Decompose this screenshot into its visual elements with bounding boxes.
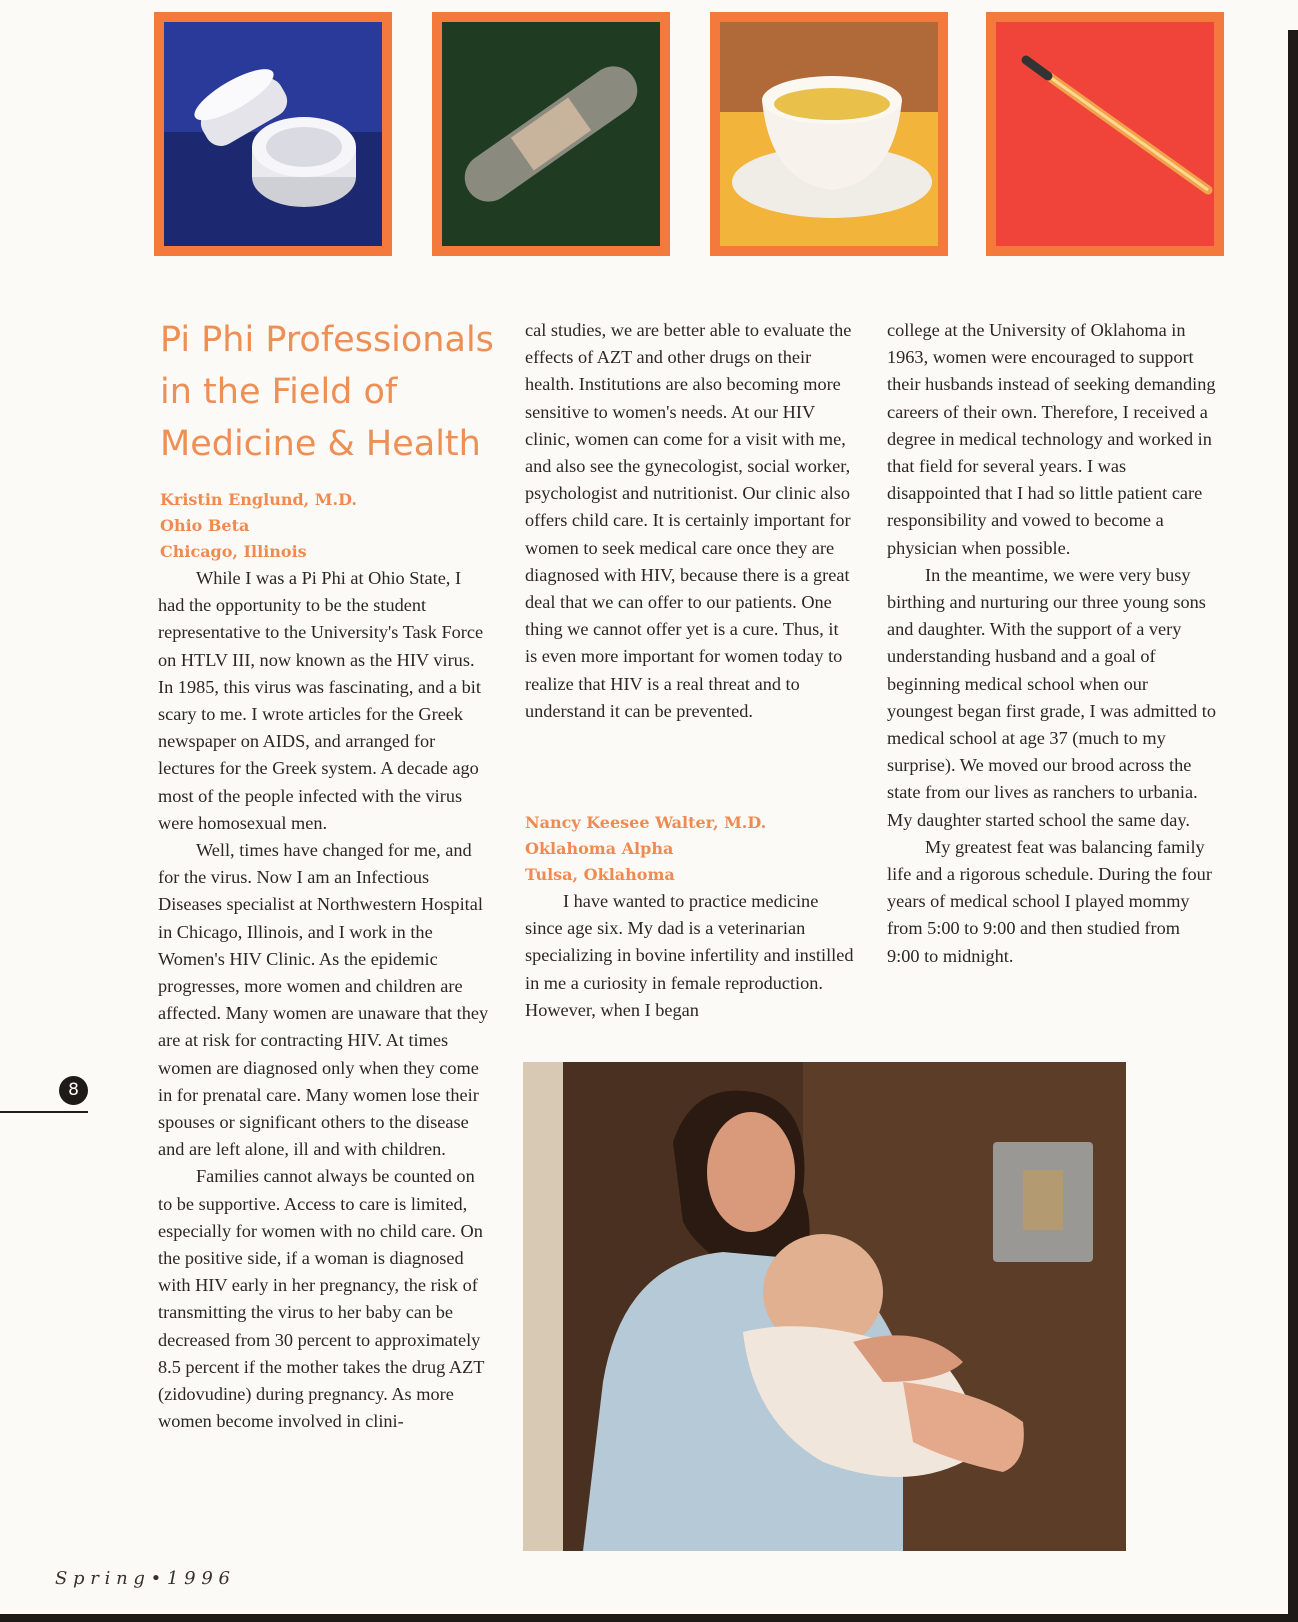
column-2-top bbox=[525, 317, 855, 725]
body-paragraph: Well, times have changed for me, and for the virus. Now I am an Infectious Diseases specialist at Northwestern Hospital in Chicago, Illinois, and I work in the Women's HIV Clinic. As the epidemic progresses, more women and children are affected. Many women are unaware that they are at risk for contracting HIV. At times women are diagnosed only when they come in for prenatal care. Many women lose their spouses or significant others to the disease and are left alone, ill and with children. bbox=[158, 840, 489, 1160]
page-number-rule bbox=[0, 1111, 88, 1113]
body-paragraph: My greatest feat was balancing family life and a rigorous schedule. During the four years of medical school I played mommy from 5:00 to 9:00 and then studied from 9:00 to midnight. bbox=[887, 836, 1212, 966]
author-city: Chicago, Illinois bbox=[160, 542, 307, 561]
column-1 bbox=[158, 565, 490, 1436]
issue-footer: S p r i n g • 1 9 9 6 bbox=[55, 1568, 230, 1589]
column-2-bottom bbox=[525, 888, 855, 1024]
thermometer-photo bbox=[986, 12, 1224, 256]
author-city: Tulsa, Oklahoma bbox=[525, 865, 675, 884]
page-edge-bottom bbox=[0, 1614, 1298, 1622]
column-3 bbox=[887, 317, 1217, 970]
title-line: Pi Phi Professionals bbox=[160, 320, 494, 360]
page-number-badge: 8 bbox=[59, 1076, 88, 1105]
pills-photo bbox=[154, 12, 392, 256]
author-chapter: Ohio Beta bbox=[160, 516, 250, 535]
author-name: Kristin Englund, M.D. bbox=[160, 490, 357, 509]
author-chapter: Oklahoma Alpha bbox=[525, 839, 674, 858]
title-line: Medicine & Health bbox=[160, 424, 481, 464]
body-paragraph: In the meantime, we were very busy birthing and nurturing our three young sons and daughter. With the support of a very understanding husband and a goal of beginning medical school when our youngest began first grade, I was admitted to medical school at age 37 (much to my surprise). We moved our brood across the state from our lives as ranchers to urbania. My daughter started school the same day. bbox=[887, 564, 1216, 830]
soup-photo bbox=[710, 12, 948, 256]
byline-walter bbox=[525, 810, 766, 888]
mother-and-newborn-photo bbox=[523, 1062, 1126, 1551]
article-title bbox=[160, 314, 500, 470]
title-line: in the Field of bbox=[160, 372, 398, 412]
body-paragraph: I have wanted to practice medicine since age six. My dad is a veterinarian specializing in bovine infertility and instilled in me a curiosity in female reproduction. However, when I began bbox=[525, 891, 854, 1020]
author-name: Nancy Keesee Walter, M.D. bbox=[525, 813, 767, 832]
page-edge-right bbox=[1288, 30, 1298, 1622]
byline-englund bbox=[160, 487, 357, 565]
body-paragraph: While I was a Pi Phi at Ohio State, I had the opportunity to be the student representative to the University's Task Force on HTLV III, now known as the HIV virus. In 1985, this virus was fascinating, and a bit scary to me. I wrote articles for the Greek newspaper on AIDS, and arranged for lectures for the Greek system. A decade ago most of the people infected with the virus were homosexual men. bbox=[158, 568, 484, 833]
bandage-photo bbox=[432, 12, 670, 256]
body-paragraph: Families cannot always be counted on to be supportive. Access to care is limited, especially for women with no child care. On the positive side, if a woman is diagnosed with HIV early in her pregnancy, the risk of transmitting the virus to her baby can be decreased from 30 percent to approximately 8.5 percent if the mother takes the drug AZT (zidovudine) during pregnancy. As more women become involved in clini- bbox=[158, 1166, 485, 1432]
body-paragraph-continued: cal studies, we are better able to evaluate the effects of AZT and other drugs on their health. Institutions are also becoming more sensitive to women's needs. At our HIV clinic, women can come for a visit with me, and also see the gynecologist, social worker, psychologist and nutritionist. Our clinic also offers child care. It is certainly important for women to seek medical care once they are diagnosed with HIV, because there is a great deal that we can offer to our patients. One thing we cannot offer yet is a cure. Thus, it is even more important for women today to realize that HIV is a real threat and to understand it can be prevented. bbox=[525, 320, 852, 721]
body-paragraph-continued: college at the University of Oklahoma in 1963, women were encouraged to support their husbands instead of seeking demanding careers of their own. Therefore, I received a degree in medical technology and worked in that field for several years. I was disappointed that I had so little patient care responsibility and vowed to become a physician when possible. bbox=[887, 320, 1216, 558]
